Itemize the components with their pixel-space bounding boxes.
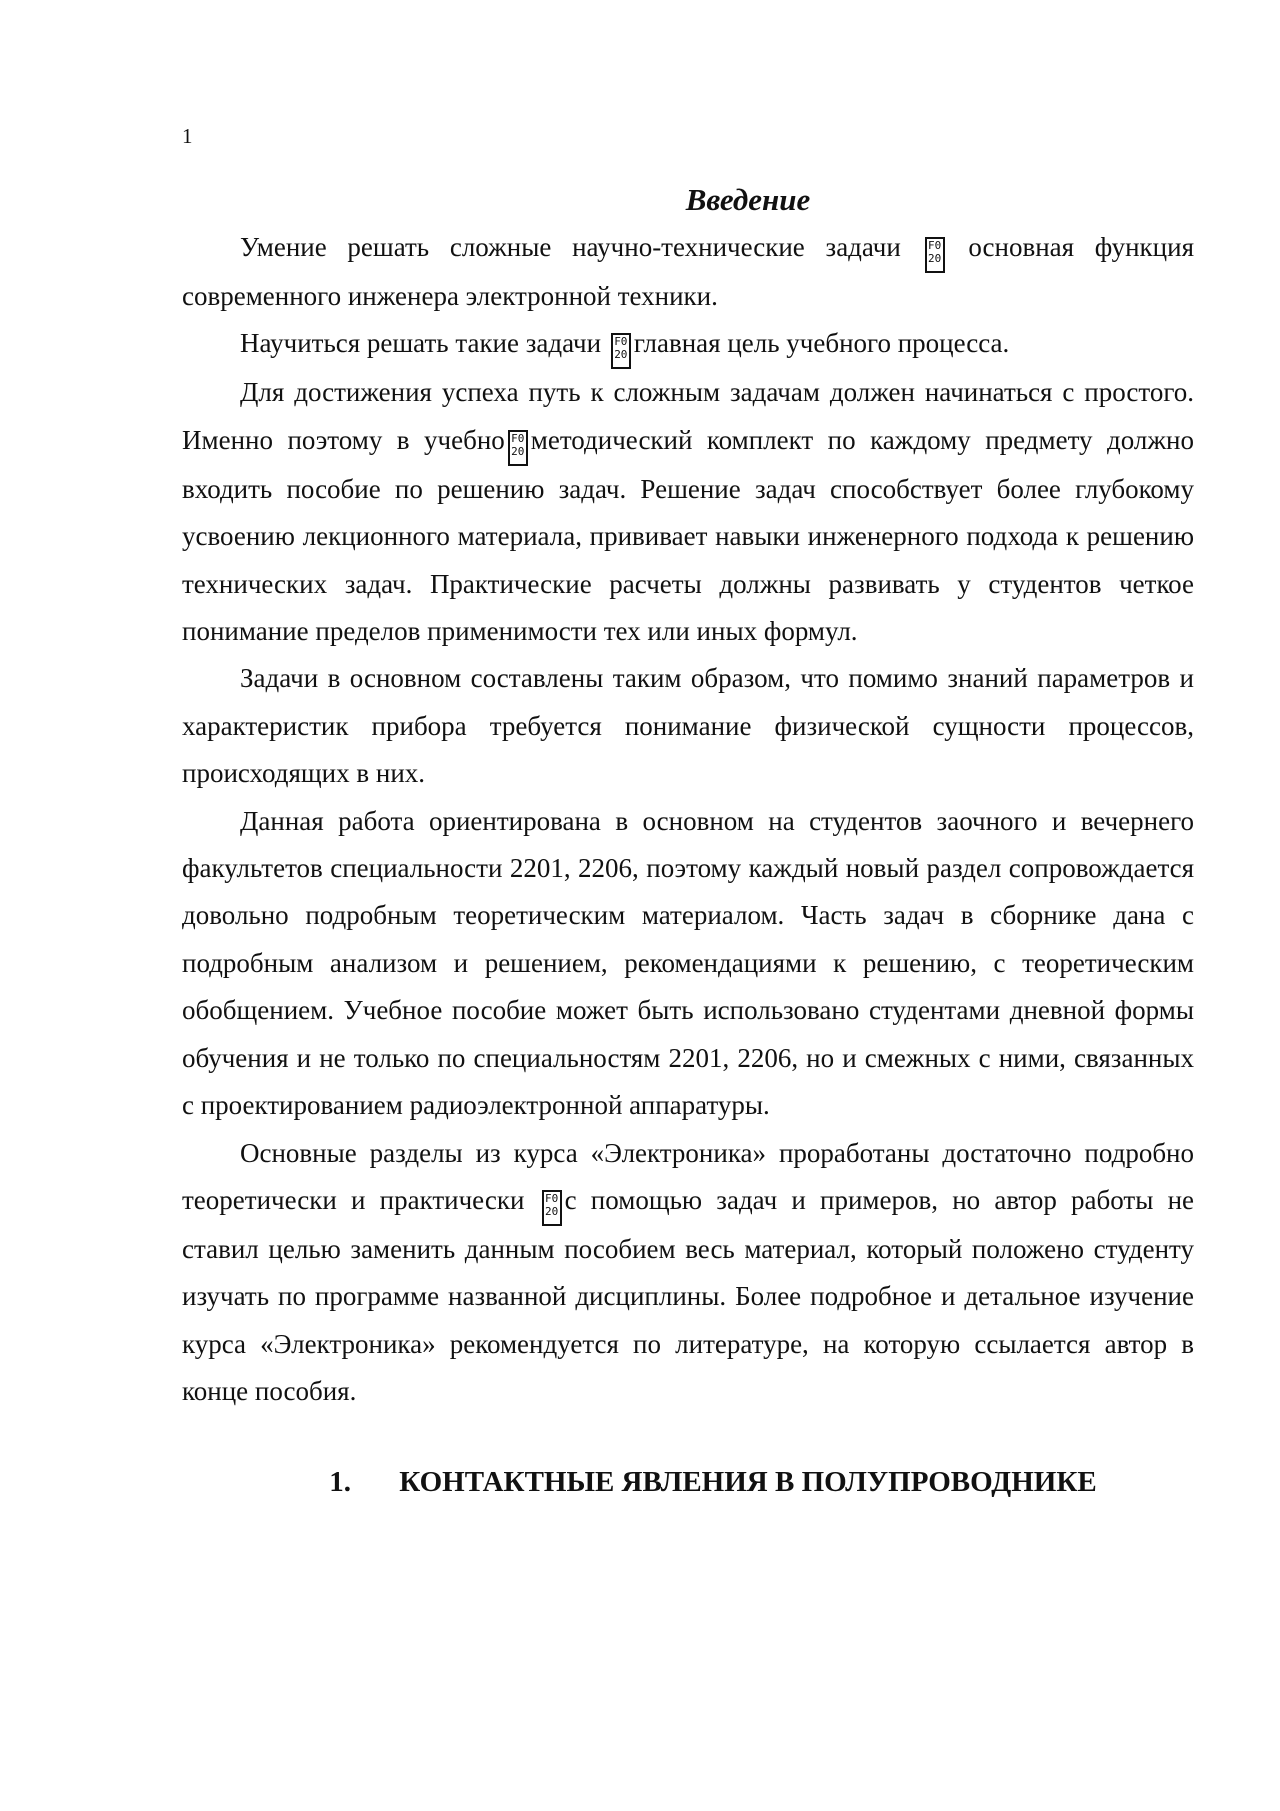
introduction-heading: Введение bbox=[685, 182, 811, 217]
paragraph-6 bbox=[182, 1130, 1194, 1416]
paragraph-4: Задачи в основном составлены таким образом, что помимо знаний параметров и характеристик прибора требуется понимание физической сущности процессов, происходящих в них. bbox=[182, 663, 1194, 789]
section-number: 1. bbox=[329, 1465, 352, 1498]
section-heading bbox=[182, 1462, 1194, 1502]
missing-glyph-icon: F0 20 bbox=[542, 1190, 562, 1226]
section-title: КОНТАКТНЫЕ ЯВЛЕНИЯ В ПОЛУПРОВОДНИКЕ bbox=[399, 1465, 1097, 1498]
paragraph-2 bbox=[182, 320, 1194, 369]
paragraph-5: Данная работа ориентирована в основном на студентов заочного и вечернего факультетов специальности 2201, 2206, поэтому каждый новый раздел сопровождается довольно подробным теоретическим материалом. Часть задач в сборнике дана с подробным анализом и решением, рекомендациями к решению, с теоретическим обобщением. Учебное пособие может быть использовано студентами дневной формы обучения и не только по специальностям 2201, 2206, но и смежных с ними, связанных с проектированием радиоэлектронной аппаратуры. bbox=[182, 805, 1194, 1121]
paragraph-2-start: Научиться решать такие задачи bbox=[240, 328, 602, 359]
missing-glyph-icon: F0 20 bbox=[611, 333, 631, 369]
paragraph-6-end: с помощью задач и примеров, но автор работы не ставил целью заменить данным пособием весь материал, который положено студенту изучать по программе названной дисциплины. Более подробное и детальное изучение курса «Электроника» рекомендуется по литературе, на которую ссылается автор в конце пособия. bbox=[182, 1184, 1195, 1407]
paragraph-3 bbox=[182, 369, 1194, 655]
paragraph-2-end: главная цель учебного процесса. bbox=[633, 328, 1010, 359]
paragraph-1-end: основная функция современного инженера электронной техники. bbox=[182, 232, 1194, 311]
missing-glyph-icon: F0 20 bbox=[508, 430, 528, 466]
paragraph-6-start: Основные разделы из курса «Электроника» проработаны достаточно подробно теоретически и практически bbox=[182, 1137, 1194, 1215]
page-number: 1 bbox=[182, 124, 193, 148]
paragraph-1-start: Умение решать сложные научно-технические задачи bbox=[240, 232, 901, 262]
paragraph-3-end: методический комплект по каждому предмету должно входить пособие по решению задач. Решение задач способствует более глубокому усвоению лекционного материала, прививает навыки инженерного подхода к решению технических задач. Практические расчеты должны развивать у студентов четкое понимание пределов применимости тех или иных формул. bbox=[182, 424, 1194, 647]
page-content bbox=[182, 178, 1194, 1502]
paragraph-3-start: Для достижения успеха путь к сложным задачам должен начинаться с простого. Именно поэтому в учебно bbox=[182, 377, 1194, 455]
missing-glyph-icon: F0 20 bbox=[925, 237, 945, 273]
paragraph-1 bbox=[182, 224, 1194, 320]
